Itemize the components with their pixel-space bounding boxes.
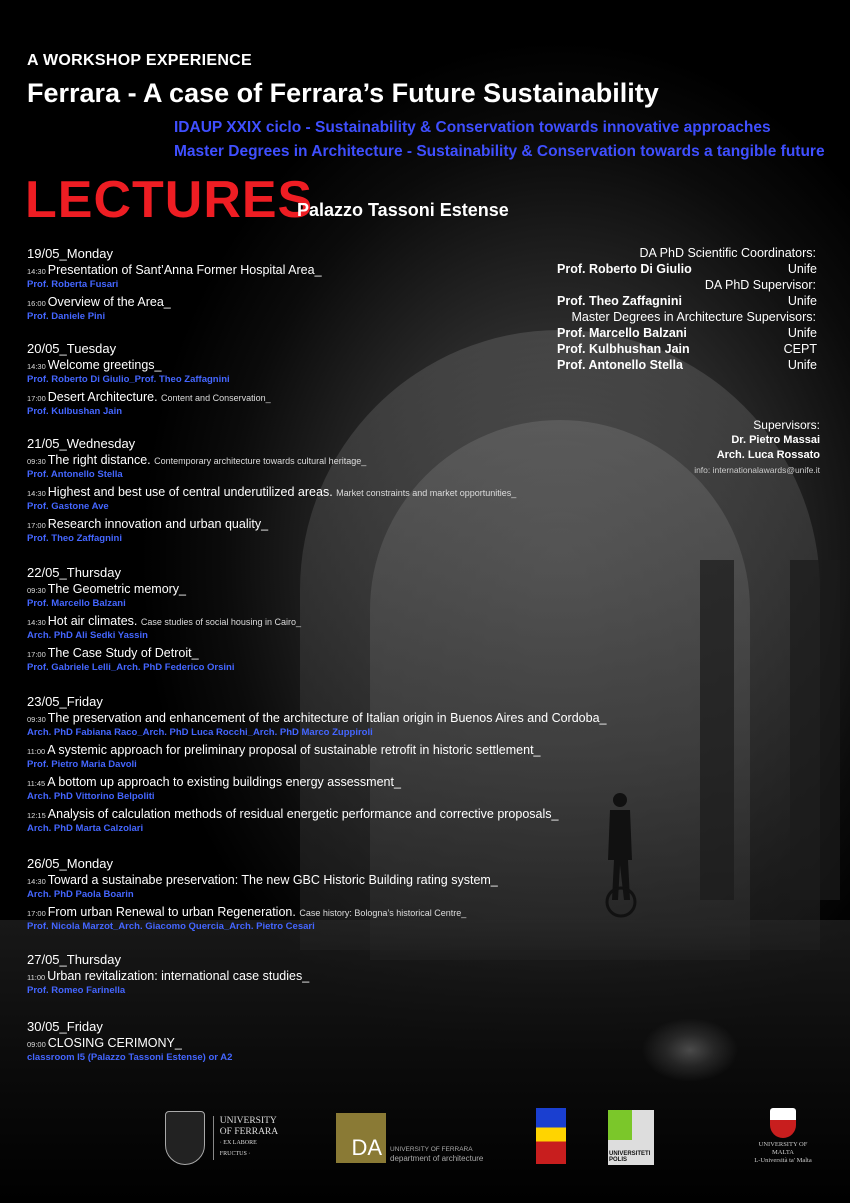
background-pillar bbox=[700, 560, 734, 900]
lecture-speaker: Prof. Pietro Maria Davoli bbox=[27, 759, 137, 770]
lecture-title: CLOSING CERIMONY_ bbox=[47, 1036, 182, 1050]
lecture-title: Presentation of Sant’Anna Former Hospital Area_ bbox=[47, 263, 322, 277]
lecture-speaker: Prof. Roberta Fusari bbox=[27, 279, 119, 290]
master-supervisor-row bbox=[557, 342, 817, 356]
lecture-time: 17:00 bbox=[27, 650, 46, 659]
master-supervisor-affiliation: Unife bbox=[787, 358, 817, 372]
subtitle-idaup: IDAUP XXIX ciclo - Sustainability & Conservation towards innovative approaches bbox=[174, 119, 771, 136]
lecture-speaker: Prof. Roberto Di Giulio_Prof. Theo Zaffagnini bbox=[27, 374, 230, 385]
day-heading: 23/05_Friday bbox=[27, 694, 103, 709]
day-heading: 20/05_Tuesday bbox=[27, 341, 117, 356]
lecture-speaker: Prof. Nicola Marzot_Arch. Giacomo Quercia_Arch. Pietro Cesari bbox=[27, 921, 315, 932]
lecture-title: Desert Architecture. bbox=[47, 390, 158, 404]
supervisor-heading: DA PhD Supervisor: bbox=[704, 278, 816, 292]
contact-email[interactable]: info: internationalawards@unife.it bbox=[694, 465, 820, 475]
lecture-title: Urban revitalization: international case studies_ bbox=[47, 969, 310, 983]
lecture-time: 14:30 bbox=[27, 618, 46, 627]
logo-text: UNIVERSITY OF MALTA bbox=[758, 1141, 808, 1156]
lecture-item bbox=[27, 1036, 182, 1050]
university-of-malta-logo bbox=[748, 1108, 818, 1165]
cyclist-icon bbox=[596, 790, 646, 920]
lecture-time: 14:30 bbox=[27, 362, 46, 371]
lecture-time: 16:00 bbox=[27, 299, 46, 308]
lecture-item bbox=[27, 775, 401, 789]
lecture-speaker: Arch. PhD Fabiana Raco_Arch. PhD Luca Rocchi_Arch. PhD Marco Zuppiroli bbox=[27, 727, 373, 738]
partner-logo-icon bbox=[536, 1108, 566, 1164]
header-kicker: A WORKSHOP EXPERIENCE bbox=[27, 52, 253, 69]
lecture-title: Toward a sustainabe preservation: The new GBC Historic Building rating system_ bbox=[47, 873, 498, 887]
logo-text: L-Università ta' Malta bbox=[754, 1157, 812, 1164]
supervisor-name: Dr. Pietro Massai bbox=[731, 434, 820, 446]
master-supervisor-row bbox=[557, 358, 817, 372]
logo-text: UNIVERSITY bbox=[219, 1116, 277, 1126]
lecture-title: Research innovation and urban quality_ bbox=[47, 517, 269, 531]
lecture-time: 11:45 bbox=[27, 779, 46, 788]
lecture-title: Hot air climates. bbox=[47, 614, 138, 628]
supervisors-heading: Supervisors: bbox=[753, 418, 820, 432]
ferrara-crest-icon bbox=[165, 1111, 205, 1165]
lecture-speaker: Prof. Gastone Ave bbox=[27, 501, 109, 512]
logo-text: UNIVERSITETI POLIS bbox=[609, 1151, 651, 1163]
supervisor-row bbox=[557, 294, 817, 308]
lecture-item bbox=[27, 711, 606, 725]
day-heading: 27/05_Thursday bbox=[27, 952, 121, 967]
lecture-speaker: classroom I5 (Palazzo Tassoni Estense) or A2 bbox=[27, 1052, 233, 1063]
background-world-map bbox=[430, 930, 850, 1100]
master-supervisor-name: Prof. Marcello Balzani bbox=[557, 326, 687, 340]
lecture-speaker: Prof. Gabriele Lelli_Arch. PhD Federico Orsini bbox=[27, 662, 235, 673]
supervisor-name: Arch. Luca Rossato bbox=[716, 449, 820, 461]
lecture-item bbox=[27, 969, 309, 983]
lecture-time: 14:30 bbox=[27, 877, 46, 886]
master-supervisor-row bbox=[557, 326, 817, 340]
lecture-time: 09:30 bbox=[27, 715, 46, 724]
logo-text: UNIVERSITY OF FERRARA bbox=[390, 1146, 473, 1153]
universiteti-polis-logo bbox=[608, 1110, 654, 1165]
department-of-architecture-logo bbox=[336, 1113, 483, 1163]
lecture-time: 09:30 bbox=[27, 457, 46, 466]
lecture-time: 17:00 bbox=[27, 394, 46, 403]
lecture-item bbox=[27, 646, 199, 660]
lecture-time: 17:00 bbox=[27, 909, 46, 918]
coordinator-affiliation: Unife bbox=[787, 262, 817, 276]
lecture-speaker: Prof. Antonello Stella bbox=[27, 469, 123, 480]
lecture-item bbox=[27, 614, 301, 628]
lecture-item bbox=[27, 905, 466, 919]
subtitle-master: Master Degrees in Architecture - Sustainability & Conservation towards a tangible future bbox=[174, 143, 825, 160]
lecture-item bbox=[27, 873, 498, 887]
lecture-time: 17:00 bbox=[27, 521, 46, 530]
logo-text: OF FERRARA bbox=[219, 1127, 279, 1137]
master-supervisor-name: Prof. Kulbhushan Jain bbox=[557, 342, 690, 356]
lecture-item bbox=[27, 263, 322, 277]
lecture-note: Case history: Bologna’s historical Centre_ bbox=[299, 908, 467, 918]
lecture-time: 14:30 bbox=[27, 489, 46, 498]
university-of-ferrara-logo bbox=[165, 1108, 285, 1168]
lecture-title: A systemic approach for preliminary proposal of sustainable retrofit in historic settlement_ bbox=[47, 743, 541, 757]
logo-text: · EX LABORE FRUCTUS · bbox=[219, 1140, 257, 1157]
day-heading: 22/05_Thursday bbox=[27, 565, 121, 580]
lecture-item bbox=[27, 517, 268, 531]
lecture-speaker: Prof. Daniele Pini bbox=[27, 311, 106, 322]
master-supervisor-name: Prof. Antonello Stella bbox=[557, 358, 683, 372]
lecture-title: Highest and best use of central underutilized areas. bbox=[47, 485, 333, 499]
malta-shield-icon bbox=[770, 1108, 796, 1138]
lecture-title: Overview of the Area_ bbox=[47, 295, 171, 309]
lecture-title: The Case Study of Detroit_ bbox=[47, 646, 199, 660]
lecture-speaker: Prof. Theo Zaffagnini bbox=[27, 533, 122, 544]
day-heading: 26/05_Monday bbox=[27, 856, 114, 871]
day-heading: 21/05_Wednesday bbox=[27, 436, 136, 451]
lecture-time: 12:15 bbox=[27, 811, 46, 820]
lecture-title: From urban Renewal to urban Regeneration. bbox=[47, 905, 296, 919]
master-supervisors-heading: Master Degrees in Architecture Supervisors: bbox=[571, 310, 816, 324]
lecture-speaker: Arch. PhD Ali Sedki Yassin bbox=[27, 630, 148, 641]
lecture-time: 09:30 bbox=[27, 586, 46, 595]
coordinator-row bbox=[557, 262, 817, 276]
section-title: LECTURES bbox=[25, 171, 314, 229]
polis-square-icon bbox=[608, 1110, 632, 1140]
lecture-item bbox=[27, 582, 186, 596]
da-mark: DA bbox=[336, 1113, 386, 1163]
lecture-item bbox=[27, 485, 516, 499]
lecture-item bbox=[27, 743, 541, 757]
lecture-title: A bottom up approach to existing buildings energy assessment_ bbox=[47, 775, 401, 789]
venue: Palazzo Tassoni Estense bbox=[297, 200, 509, 220]
coordinator-name: Prof. Roberto Di Giulio bbox=[557, 262, 692, 276]
lecture-time: 11:00 bbox=[27, 973, 46, 982]
lecture-note: Case studies of social housing in Cairo_ bbox=[140, 617, 301, 627]
lecture-title: Analysis of calculation methods of residual energetic performance and corrective proposals_ bbox=[47, 807, 559, 821]
background-pillar bbox=[790, 560, 840, 900]
lecture-item bbox=[27, 295, 171, 309]
lecture-note: Contemporary architecture towards cultural heritage_ bbox=[154, 456, 367, 466]
lecture-speaker: Prof. Romeo Farinella bbox=[27, 985, 126, 996]
lecture-speaker: Prof. Marcello Balzani bbox=[27, 598, 126, 609]
lecture-speaker: Arch. PhD Paola Boarin bbox=[27, 889, 134, 900]
lecture-title: The preservation and enhancement of the architecture of Italian origin in Buenos Aires and Cordoba_ bbox=[47, 711, 607, 725]
lecture-speaker: Arch. PhD Marta Calzolari bbox=[27, 823, 144, 834]
lecture-time: 09:00 bbox=[27, 1040, 46, 1049]
lecture-title: The right distance. bbox=[47, 453, 151, 467]
lecture-note: Content and Conservation_ bbox=[161, 393, 271, 403]
master-supervisor-affiliation: CEPT bbox=[783, 342, 817, 356]
supervisor-name: Prof. Theo Zaffagnini bbox=[557, 294, 682, 308]
lecture-title: The Geometric memory_ bbox=[47, 582, 187, 596]
lecture-speaker: Prof. Kulbushan Jain bbox=[27, 406, 123, 417]
lecture-item bbox=[27, 390, 271, 404]
lecture-time: 14:30 bbox=[27, 267, 46, 276]
lecture-note: Market constraints and market opportunities_ bbox=[336, 488, 517, 498]
lecture-speaker: Arch. PhD Vittorino Belpoliti bbox=[27, 791, 155, 802]
master-supervisor-affiliation: Unife bbox=[787, 326, 817, 340]
lecture-title: Welcome greetings_ bbox=[47, 358, 162, 372]
lecture-item bbox=[27, 358, 162, 372]
day-heading: 19/05_Monday bbox=[27, 246, 114, 261]
coordinators-heading: DA PhD Scientific Coordinators: bbox=[639, 246, 816, 260]
lecture-item bbox=[27, 453, 366, 467]
supervisor-affiliation: Unife bbox=[787, 294, 817, 308]
logo-text: department of architecture bbox=[390, 1154, 484, 1163]
lecture-time: 11:00 bbox=[27, 747, 46, 756]
day-heading: 30/05_Friday bbox=[27, 1019, 103, 1034]
page-title: Ferrara - A case of Ferrara’s Future Sustainability bbox=[27, 78, 659, 108]
lecture-item bbox=[27, 807, 558, 821]
